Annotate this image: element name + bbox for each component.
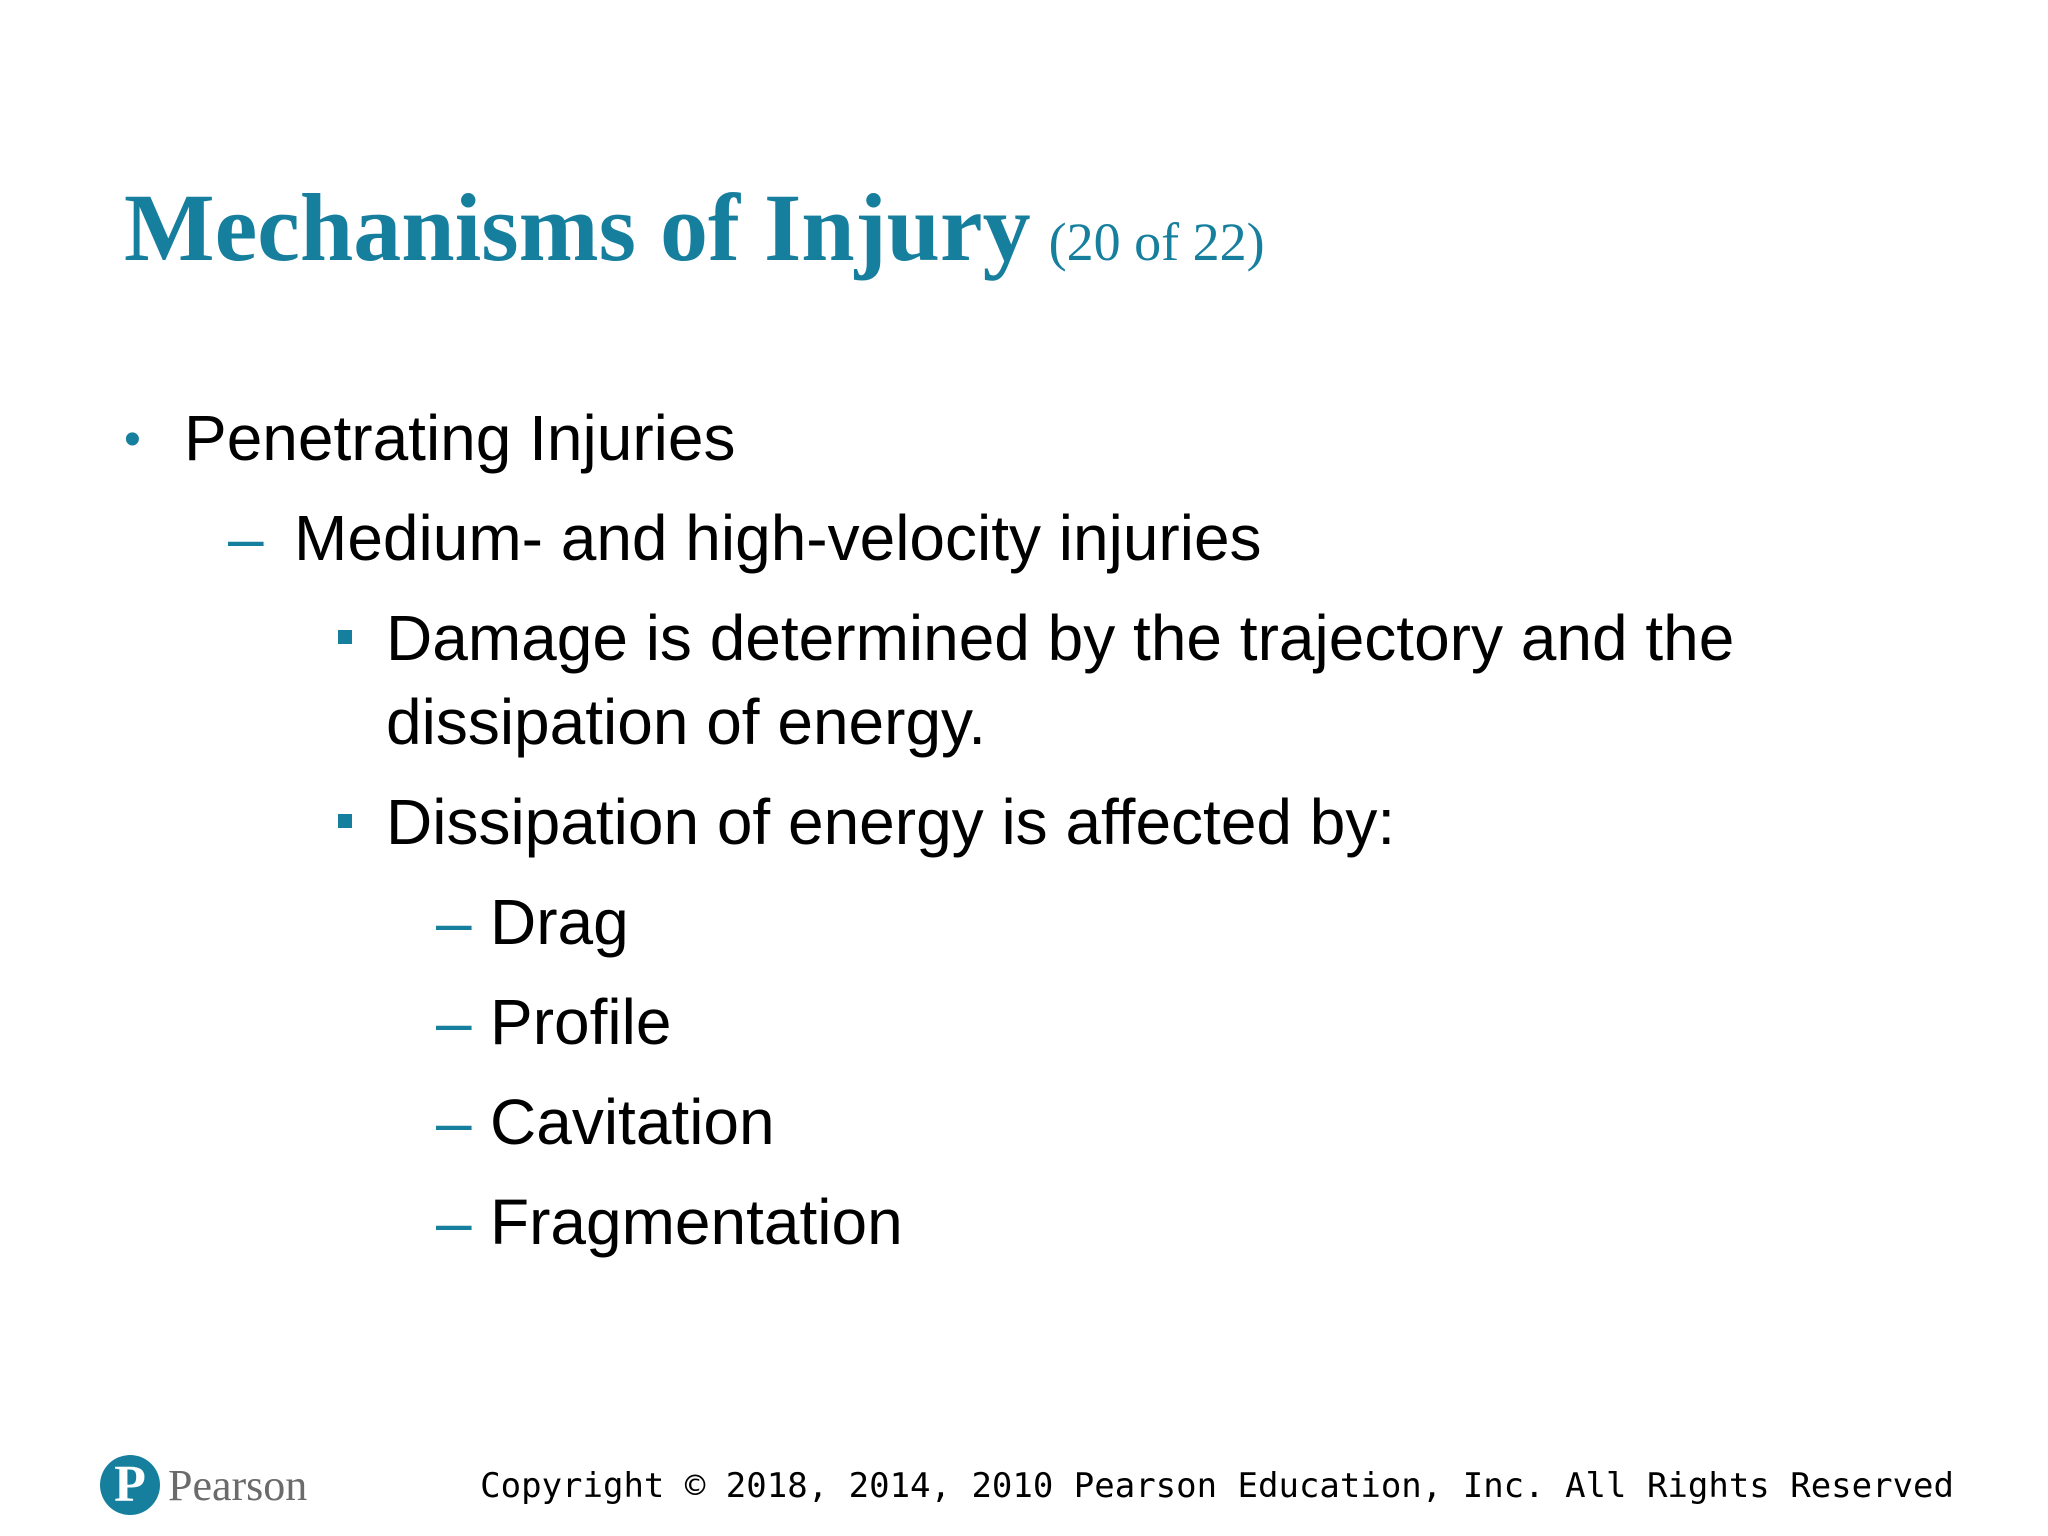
pearson-logo-text: Pearson	[168, 1460, 308, 1510]
bullet-dot-icon: •	[124, 413, 141, 466]
bullet-level4-profile: Profile	[490, 986, 672, 1058]
bullet-level3-1-line2: dissipation of energy.	[386, 686, 987, 758]
dash-marker-icon: –	[228, 502, 264, 574]
bullet-level4-drag: Drag	[490, 886, 629, 958]
bullet-level1: Penetrating Injuries	[184, 402, 736, 474]
pearson-p-icon: P	[100, 1455, 160, 1515]
title-main: Mechanisms of Injury	[124, 174, 1031, 281]
square-bullet-icon	[338, 630, 352, 644]
copyright-notice: Copyright © 2018, 2014, 2010 Pearson Education, Inc. All Rights Reserved	[480, 1466, 1954, 1506]
bullet-level3-1-line1: Damage is determined by the trajectory and the	[386, 602, 1735, 674]
square-bullet-icon	[338, 814, 352, 828]
bullet-level3-2: Dissipation of energy is affected by:	[386, 786, 1396, 858]
dash-marker-icon: –	[436, 986, 472, 1058]
dash-marker-icon: –	[436, 1186, 472, 1258]
bullet-level4-cavitation: Cavitation	[490, 1086, 775, 1158]
pearson-logo	[100, 1452, 307, 1518]
dash-marker-icon: –	[436, 886, 472, 958]
bullet-level4-fragmentation: Fragmentation	[490, 1186, 903, 1258]
title-counter: (20 of 22)	[1048, 212, 1265, 272]
slide-title	[124, 174, 1265, 281]
bullet-level2: Medium- and high-velocity injuries	[294, 502, 1262, 574]
dash-marker-icon: –	[436, 1086, 472, 1158]
